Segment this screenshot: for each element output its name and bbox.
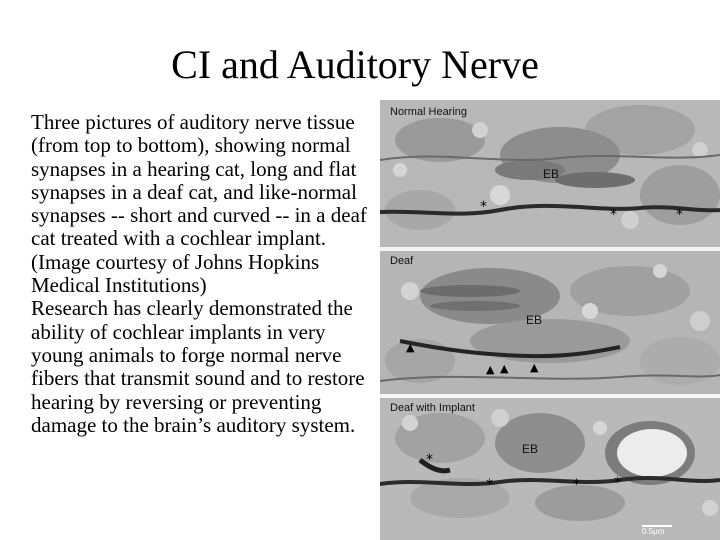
synapse-arrowhead: ▲ — [500, 362, 509, 375]
synapse-arrowhead: ▲ — [486, 363, 495, 376]
eb-label-deaf: EB — [526, 313, 543, 327]
panel-deaf-with-implant — [380, 398, 720, 540]
slide-title: CI and Auditory Nerve — [171, 42, 539, 87]
panel-label-implant: Deaf with Implant — [390, 402, 475, 414]
synapse-star: * — [486, 477, 493, 493]
eb-label-normal: EB — [543, 167, 560, 181]
synapse-arrowhead: ▲ — [530, 361, 539, 374]
synapse-star: * — [480, 199, 487, 215]
synapse-star: * — [610, 207, 617, 223]
synapse-star: * — [426, 452, 433, 468]
eb-label-implant: EB — [522, 442, 539, 456]
synapse-star: * — [614, 475, 621, 491]
paragraph-research: Research has clearly demonstrated the ability of cochlear implants in very young animals to forge normal nerve fibers that transmit sound and to restore hearing by reversing or preventing damage to the brain’s auditory system. — [31, 296, 365, 437]
panel-label-deaf: Deaf — [390, 255, 414, 267]
paragraph-description: Three pictures of auditory nerve tissue (from top to bottom), showing normal synapses in a hearing cat, long and flat synapses in a deaf cat, and like-normal synapses -- short and curved -- in a deaf cat treated with a cochlear implant. (Image courtesy of Johns Hopkins Medical Institutions) — [31, 110, 367, 298]
synapse-star: * — [676, 207, 683, 223]
slide-body — [31, 111, 381, 437]
scale-bar-label: 0.5µm — [642, 527, 665, 536]
panel-normal-hearing — [380, 100, 720, 247]
synapse-star: * — [573, 477, 580, 493]
panel-deaf — [380, 251, 720, 394]
panel-label-normal: Normal Hearing — [390, 106, 468, 118]
micrograph-image — [380, 100, 720, 540]
synapse-arrowhead: ▲ — [406, 341, 415, 354]
